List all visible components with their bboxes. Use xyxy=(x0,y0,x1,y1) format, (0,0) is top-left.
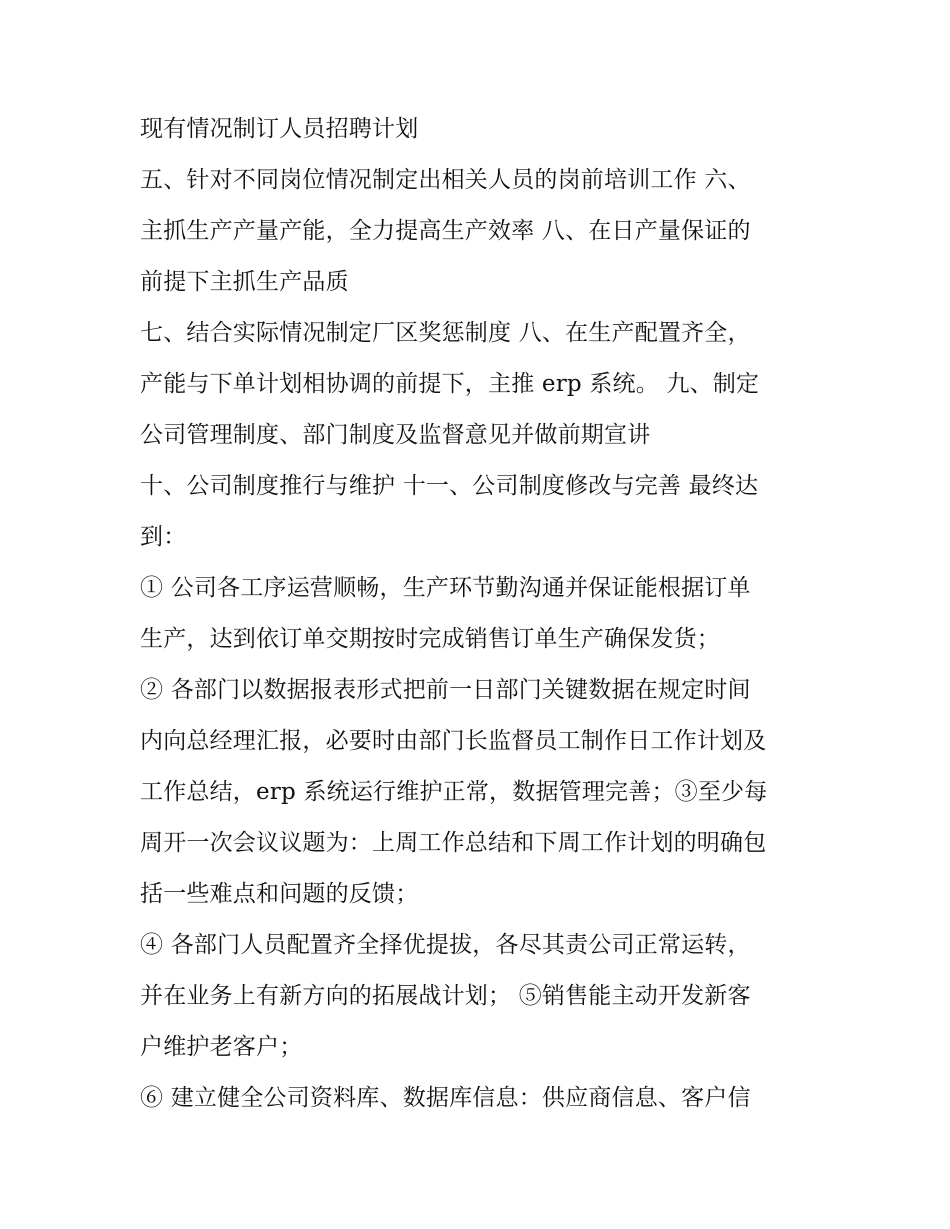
text-line: 括一些难点和问题的反馈； xyxy=(140,881,419,907)
text-line: ④ 各部门人员配置齐全择优提拔，各尽其责公司正常运转， xyxy=(140,932,751,958)
text-line: 五、针对不同岗位情况制定出相关人员的岗前培训工作 六、 xyxy=(140,167,751,193)
text-line: 周开一次会议议题为：上周工作总结和下周工作计划的明确包 xyxy=(140,830,767,856)
text-line: 七、结合实际情况制定厂区奖惩制度 八、在生产配置齐全， xyxy=(140,320,751,346)
text-line: 户维护老客户； xyxy=(140,1034,303,1060)
text-line: 内向总经理汇报，必要时由部门长监督员工制作日工作计划及 xyxy=(140,728,767,754)
text-line: ① 公司各工序运营顺畅，生产环节勤沟通并保证能根据订单 xyxy=(140,575,751,601)
text-line: ② 各部门以数据报表形式把前一日部门关键数据在规定时间 xyxy=(140,677,751,703)
text-line: 十、公司制度推行与维护 十一、公司制度修改与完善 最终达 xyxy=(140,473,759,499)
text-line: 前提下主抓生产品质 xyxy=(140,269,349,295)
text-line: ⑥ 建立健全公司资料库、数据库信息：供应商信息、客户信 xyxy=(140,1085,751,1111)
text-line: 公司管理制度、部门制度及监督意见并做前期宣讲 xyxy=(140,422,651,448)
text-line: 到： xyxy=(140,524,187,550)
text-line: 现有情况制订人员招聘计划 xyxy=(140,116,419,142)
text-line: 产能与下单计划相协调的前提下，主推 erp 系统。 九、制定 xyxy=(140,371,760,397)
document-body xyxy=(140,104,830,1124)
text-line: 主抓生产产量产能，全力提高生产效率 八、在日产量保证的 xyxy=(140,218,751,244)
text-line: 工作总结，erp 系统运行维护正常，数据管理完善；③至少每 xyxy=(140,779,768,805)
text-line: 生产，达到依订单交期按时完成销售订单生产确保发货； xyxy=(140,626,720,652)
text-line: 并在业务上有新方向的拓展战计划； ⑤销售能主动开发新客 xyxy=(140,983,751,1009)
